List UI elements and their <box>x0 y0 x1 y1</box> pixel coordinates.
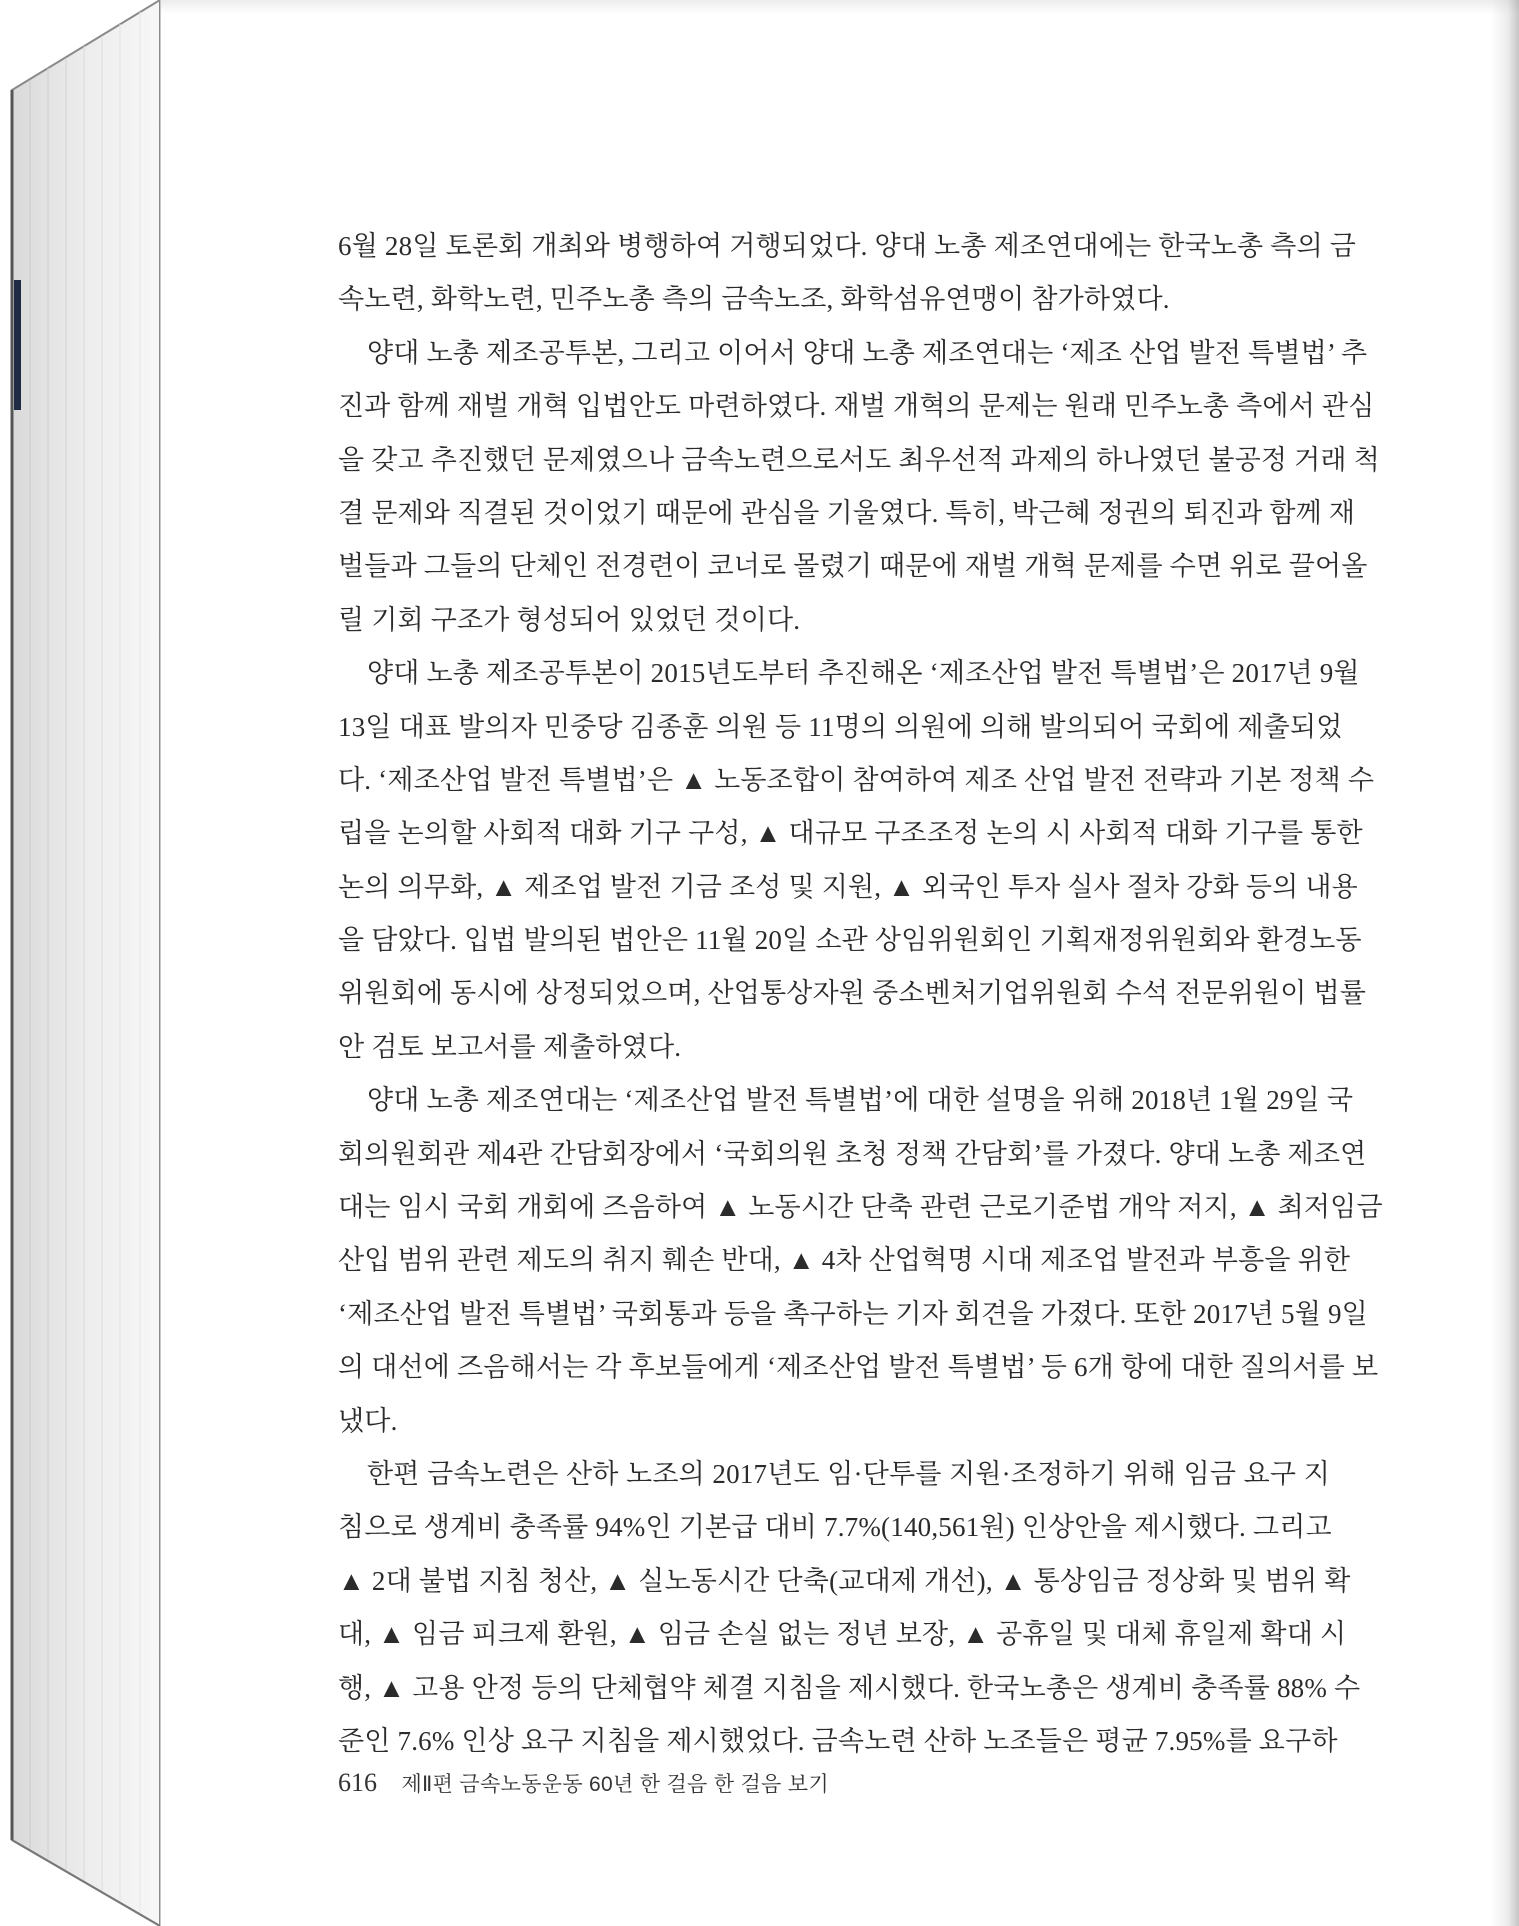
text-line: 결 문제와 직결된 것이었기 때문에 관심을 기울였다. 특히, 박근혜 정권의 퇴진과 함께 재 <box>338 497 1356 528</box>
text-line: 대, ▲ 임금 피크제 환원, ▲ 임금 손실 없는 정년 보장, ▲ 공휴일 및 대체 휴일제 확대 시 <box>338 1619 1347 1650</box>
text-line: 산입 범위 관련 제도의 취지 훼손 반대, ▲ 4차 산업혁명 시대 제조업 발전과 부흥을 위한 <box>338 1245 1351 1276</box>
text-line: 양대 노총 제조공투본이 2015년도부터 추진해온 ‘제조산업 발전 특별법’은 2017년 9월 <box>367 658 1360 689</box>
text-line: 진과 함께 재벌 개혁 입법안도 마련하였다. 재벌 개혁의 문제는 원래 민주노총 측에서 관심 <box>338 391 1375 422</box>
text-line: 양대 노총 제조공투본, 그리고 이어서 양대 노총 제조연대는 ‘제조 산업 발전 특별법’ 추 <box>367 337 1368 368</box>
text-line: 양대 노총 제조연대는 ‘제조산업 발전 특별법’에 대한 설명을 위해 2018년 1월 29일 국 <box>367 1085 1354 1116</box>
text-line: 립을 논의할 사회적 대화 기구 구성, ▲ 대규모 구조조정 논의 시 사회적 대화 기구를 통한 <box>338 818 1363 849</box>
text-line: 냈다. <box>338 1405 398 1436</box>
text-line: 위원회에 동시에 상정되었으며, 산업통상자원 중소벤처기업위원회 수석 전문위원이 법률 <box>338 978 1367 1009</box>
text-line: 13일 대표 발의자 민중당 김종훈 의원 등 11명의 의원에 의해 발의되어 국회에 제출되었 <box>338 711 1343 742</box>
text-line: 대는 임시 국회 개회에 즈음하여 ▲ 노동시간 단축 관련 근로기준법 개악 저지, ▲ 최저임금 <box>338 1192 1383 1223</box>
text-line: 침으로 생계비 충족률 94%인 기본급 대비 7.7%(140,561원) 인상안을 제시했다. 그리고 <box>338 1512 1332 1543</box>
body-text <box>338 220 1383 1768</box>
page-stack-illustration <box>0 0 160 1926</box>
text-line: 을 갖고 추진했던 문제였으나 금속노련으로서도 최우선적 과제의 하나였던 불공정 거래 척 <box>338 444 1380 475</box>
text-line: 행, ▲ 고용 안정 등의 단체협약 체결 지침을 제시했다. 한국노총은 생계비 충족률 88% 수 <box>338 1672 1361 1703</box>
running-head: 제Ⅱ편 금속노동운동 60년 한 걸음 한 걸음 보기 <box>401 1773 829 1796</box>
text-line: ‘제조산업 발전 특별법’ 국회통과 등을 촉구하는 기자 회견을 가졌다. 또한 2017년 5월 9일 <box>338 1298 1368 1329</box>
page-number: 616 <box>338 1768 377 1797</box>
text-line: 6월 28일 토론회 개최와 병행하여 거행되었다. 양대 노총 제조연대에는 한국노총 측의 금 <box>338 231 1357 261</box>
text-line: 벌들과 그들의 단체인 전경련이 코너로 몰렸기 때문에 재벌 개혁 문제를 수면 위로 끌어올 <box>338 551 1368 582</box>
text-line: 한편 금속노련은 산하 노조의 2017년도 임·단투를 지원·조정하기 위해 임금 요구 지 <box>367 1458 1330 1489</box>
text-line: 안 검토 보고서를 제출하였다. <box>338 1031 682 1062</box>
page-footer <box>338 1768 829 1798</box>
text-line: 속노련, 화학노련, 민주노총 측의 금속노조, 화학섬유연맹이 참가하였다. <box>338 284 1170 315</box>
text-line: 을 담았다. 입법 발의된 법안은 11월 20일 소관 상임위원회인 기획재정위원회와 환경노동 <box>338 925 1362 956</box>
text-line: 회의원회관 제4관 간담회장에서 ‘국회의원 초청 정책 간담회’를 가졌다. 양대 노총 제조연 <box>338 1138 1367 1169</box>
text-line: 릴 기회 구조가 형성되어 있었던 것이다. <box>338 604 801 635</box>
text-line: 다. ‘제조산업 발전 특별법’은 ▲ 노동조합이 참여하여 제조 산업 발전 전략과 기본 정책 수 <box>338 764 1375 795</box>
text-line: 논의 의무화, ▲ 제조업 발전 기금 조성 및 지원, ▲ 외국인 투자 실사 절차 강화 등의 내용 <box>338 871 1358 902</box>
text-line: 준인 7.6% 인상 요구 지침을 제시했었다. 금속노련 산하 노조들은 평균 7.95%를 요구하 <box>338 1725 1338 1756</box>
page-right-edge-shadow <box>1491 0 1519 1926</box>
text-line: ▲ 2대 불법 지침 청산, ▲ 실노동시간 단축(교대제 개선), ▲ 통상임금 정상화 및 범위 확 <box>338 1565 1351 1596</box>
page-top-shadow <box>161 0 1519 14</box>
bookmark-ribbon <box>14 280 21 410</box>
page-stack-edge <box>0 0 160 1926</box>
text-line: 의 대선에 즈음해서는 각 후보들에게 ‘제조산업 발전 특별법’ 등 6개 항에 대한 질의서를 보 <box>338 1352 1379 1383</box>
